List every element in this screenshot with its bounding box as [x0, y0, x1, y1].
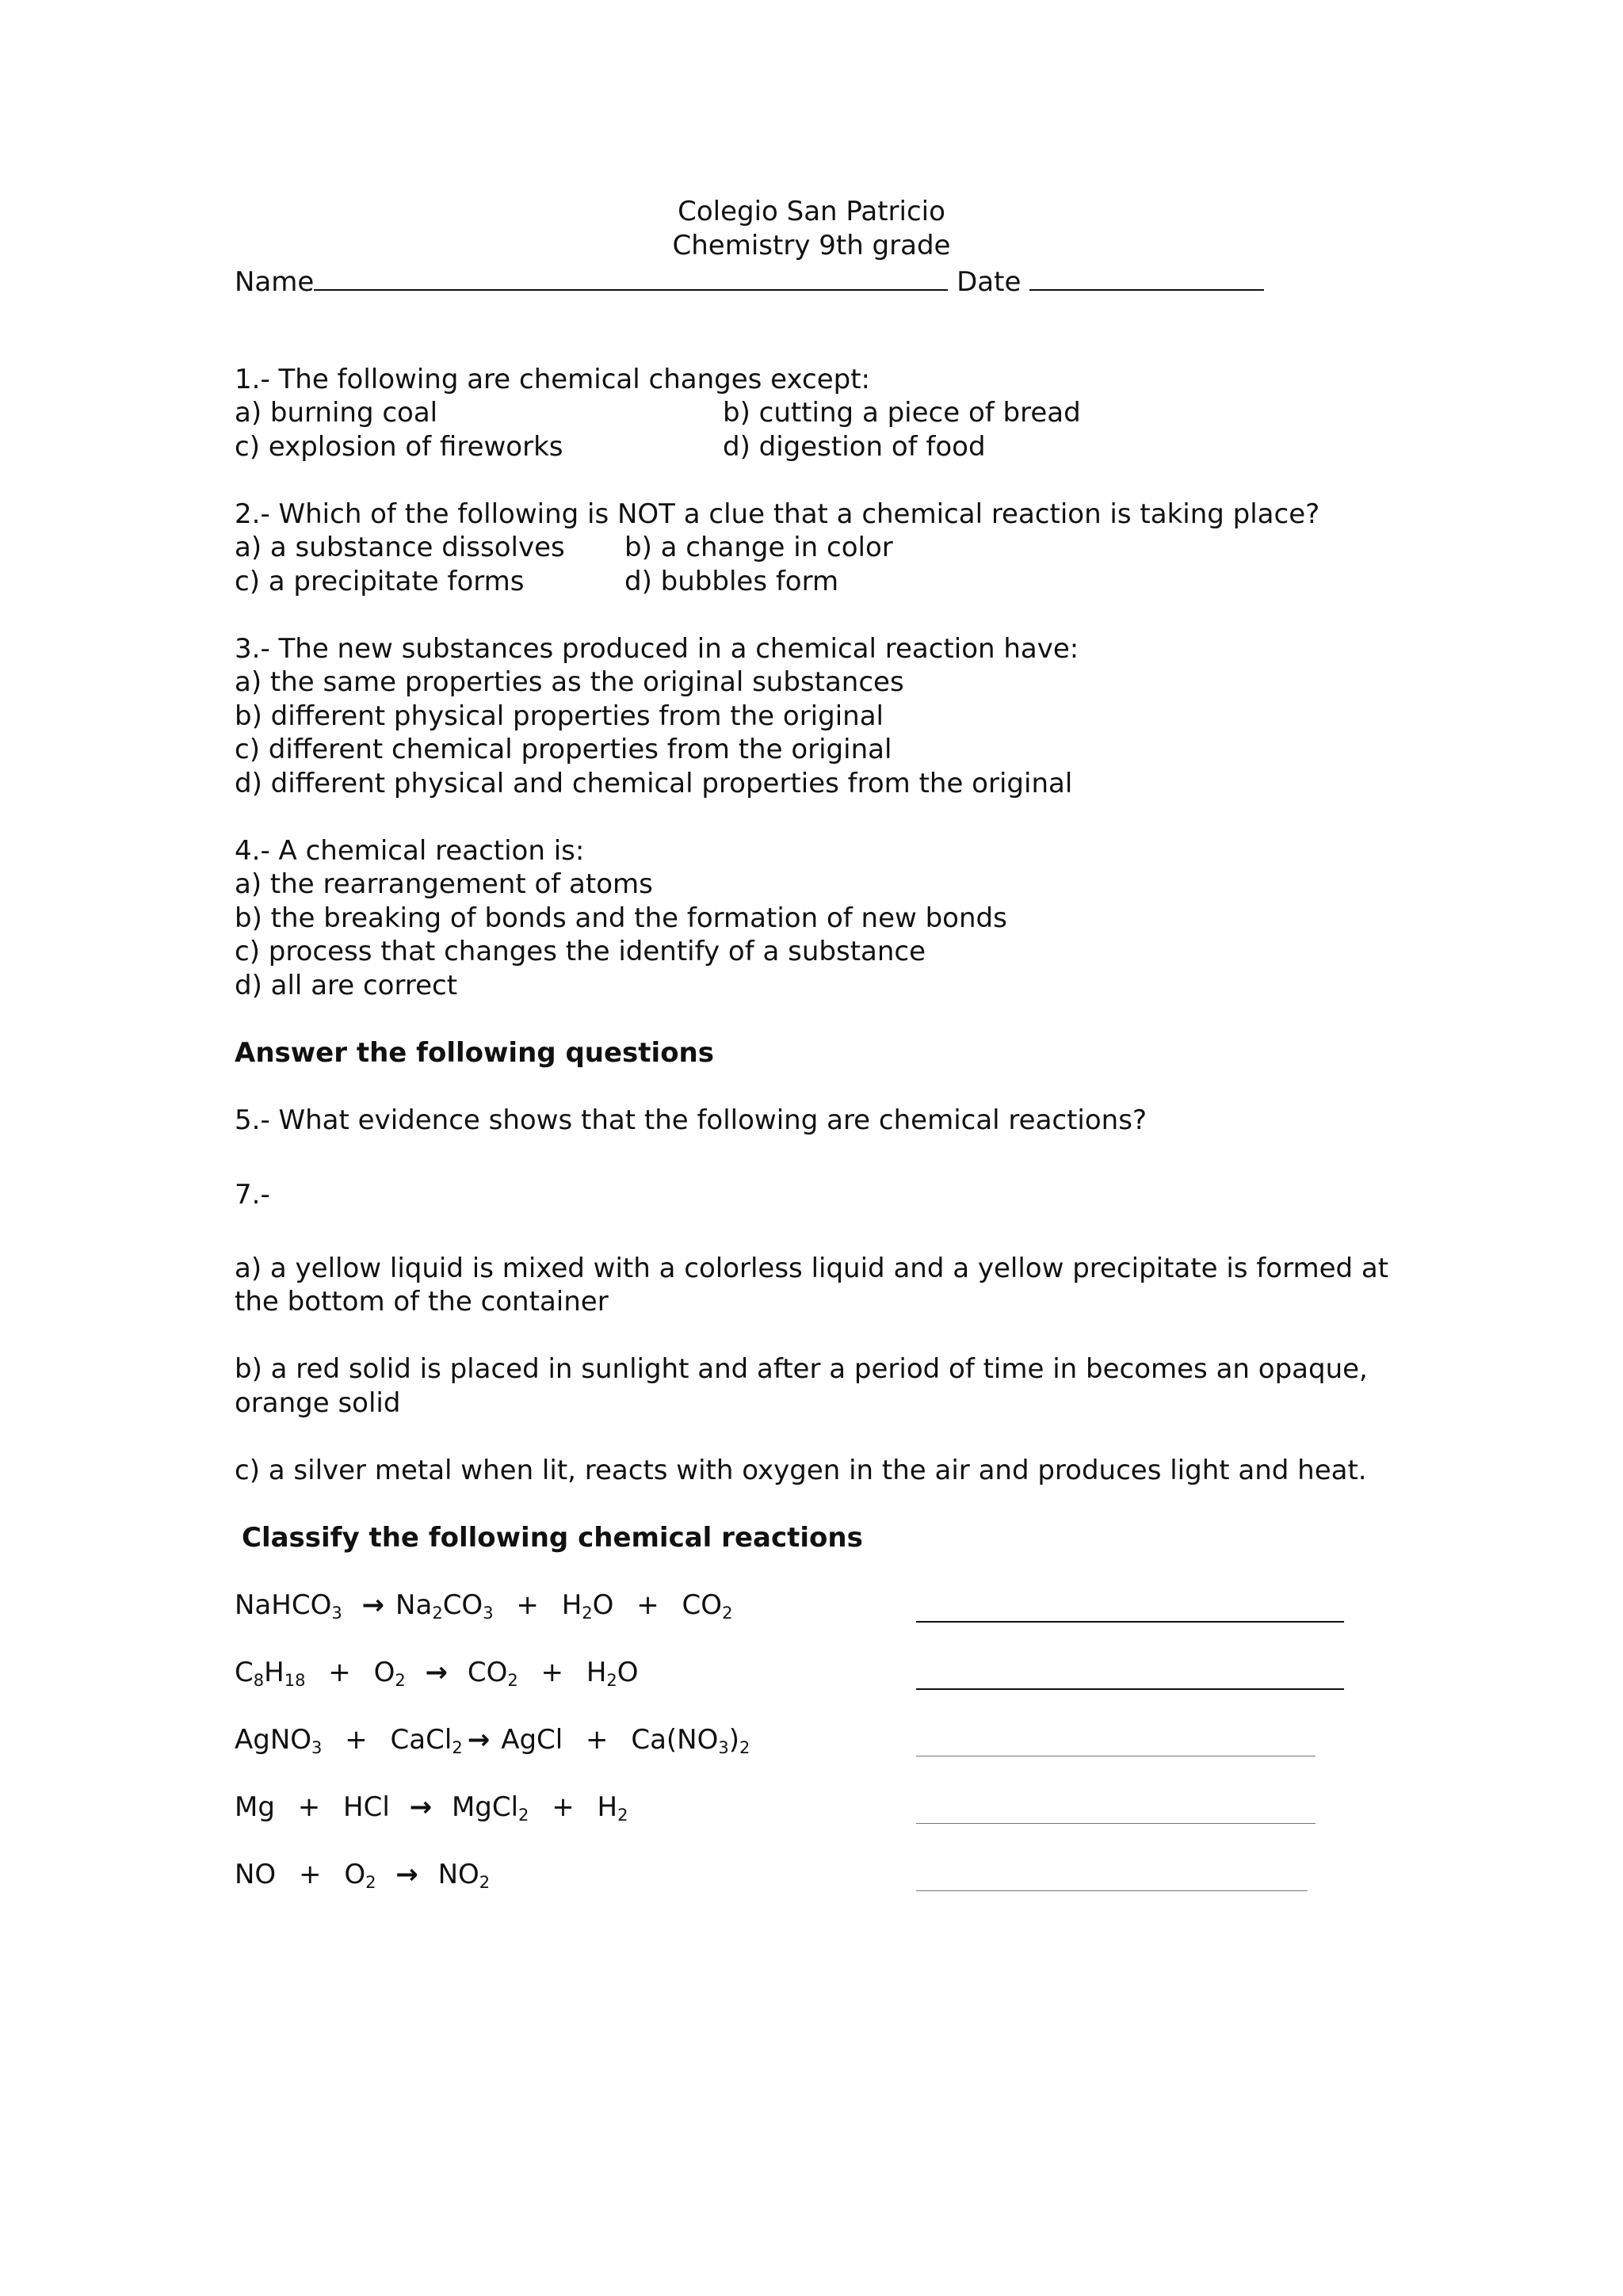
q3-option-c: c) different chemical properties from the original [235, 734, 892, 765]
q5-item-b-line2: orange solid [235, 1387, 401, 1419]
q2-option-a: a) a substance dissolves [235, 532, 565, 563]
q5-item-b-line1: b) a red solid is placed in sunlight and after a period of time in becomes an opaque, [235, 1353, 1368, 1385]
course-title: Chemistry 9th grade [672, 230, 951, 261]
q3-stem: 3.- The new substances produced in a chemical reaction have: [235, 633, 1079, 665]
section-heading-classify: Classify the following chemical reactions [242, 1522, 863, 1554]
name-label: Name [235, 266, 315, 298]
reaction-4-answer-line[interactable] [916, 1823, 1316, 1824]
q5-stem: 5.- What evidence shows that the following are chemical reactions? [235, 1104, 1147, 1136]
section-heading-answer: Answer the following questions [235, 1037, 714, 1069]
name-date-row [235, 262, 1264, 299]
reaction-5-answer-line[interactable] [916, 1890, 1308, 1891]
reaction-2: $C_8H_{18} + O_2 \to CO_2 + H_2O$ [235, 1657, 639, 1690]
q2-stem: 2.- Which of the following is NOT a clue that a chemical reaction is taking place? [235, 498, 1320, 530]
q2-option-d: d) bubbles form [624, 566, 839, 597]
school-name: Colegio San Patricio [678, 196, 945, 227]
q4-option-d: d) all are correct [235, 970, 458, 1001]
q7-number: 7.- [235, 1179, 270, 1211]
right-arrow-icon: → [409, 1791, 433, 1823]
q5-item-c: c) a silver metal when lit, reacts with oxygen in the air and produces light and heat. [235, 1455, 1367, 1486]
q3-option-b: b) different physical properties from the original [235, 700, 884, 732]
q1-option-b: b) cutting a piece of bread [723, 397, 1081, 429]
right-arrow-icon: → [361, 1589, 385, 1621]
reaction-4: Mg + HCl → MgCl$_2$ + $H_2$ [235, 1791, 628, 1825]
q4-option-c: c) process that changes the identify of a substance [235, 936, 926, 967]
q3-option-d: d) different physical and chemical properties from the original [235, 768, 1073, 799]
q3-option-a: a) the same properties as the original substances [235, 666, 904, 698]
q2-option-c: c) a precipitate forms [235, 566, 525, 597]
q1-option-a: a) burning coal [235, 397, 438, 429]
reaction-1-answer-line[interactable] [916, 1621, 1344, 1623]
q4-option-b: b) the breaking of bonds and the formation of new bonds [235, 902, 1007, 934]
date-field[interactable] [1029, 262, 1264, 291]
right-arrow-icon: → [395, 1859, 418, 1890]
date-label: Date [957, 266, 1022, 298]
q2-option-b: b) a change in color [624, 532, 893, 563]
right-arrow-icon: → [425, 1657, 449, 1688]
q5-item-a-line2: the bottom of the container [235, 1286, 609, 1318]
q4-option-a: a) the rearrangement of atoms [235, 868, 653, 900]
name-field[interactable] [314, 262, 948, 291]
q1-option-d: d) digestion of food [723, 431, 986, 463]
q5-item-a-line1: a) a yellow liquid is mixed with a colorless liquid and a yellow precipitate is formed at [235, 1253, 1389, 1284]
q4-stem: 4.- A chemical reaction is: [235, 835, 585, 867]
reaction-5: NO + $O_2 \to NO_2$ [235, 1859, 491, 1892]
reaction-2-answer-line[interactable] [916, 1688, 1344, 1690]
reaction-1: NaHCO$_3$ → $Na_2CO_3 + H_2O + CO_2$ [235, 1589, 733, 1623]
q1-option-c: c) explosion of fireworks [235, 431, 563, 463]
reaction-3: AgNO$_3$ + CaCl$_2$ → AgCl + $Ca(NO_3)_2$ [235, 1724, 750, 1757]
q1-stem: 1.- The following are chemical changes except: [235, 364, 870, 395]
right-arrow-icon: → [467, 1724, 491, 1756]
